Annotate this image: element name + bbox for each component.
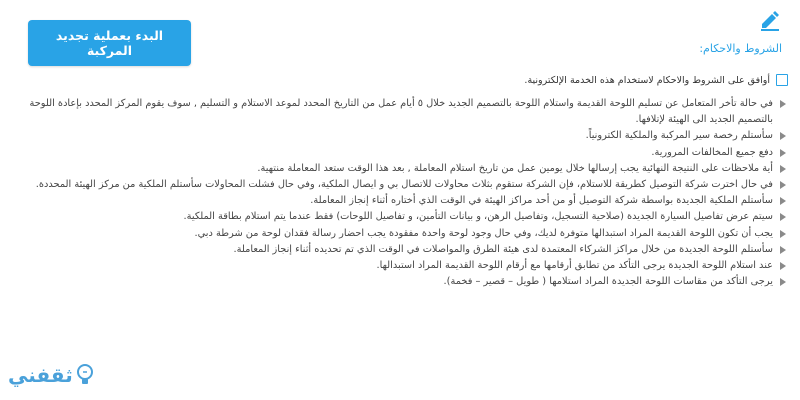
terms-item	[10, 145, 786, 161]
triangle-bullet-icon	[780, 100, 786, 108]
terms-item	[10, 96, 786, 128]
terms-title: الشروط والاحكام:	[699, 42, 782, 55]
terms-item-text: أية ملاحظات على النتيجة النهائية يجب إرسالها خلال يومين عمل من تاريخ استلام المعاملة , بعد هذا الوقت ستعد المعاملة منتهية.	[257, 162, 773, 174]
terms-list	[10, 96, 786, 290]
agree-terms-label: أوافق على الشروط والاحكام لاستخدام هذه الخدمة الإلكترونية.	[524, 74, 770, 86]
triangle-bullet-icon	[780, 213, 786, 221]
triangle-bullet-icon	[780, 181, 786, 189]
terms-item-text: في حال اخترت شركة التوصيل كطريقة للاستلام، فإن الشركة ستقوم بثلاث محاولات للاتصال بي و ايصال الملكية، وفي حال فشلت المحاولات سأستلم الملكية من مركز الهيئة المحددة.	[35, 179, 773, 191]
terms-item	[10, 258, 786, 274]
pencil-edit-icon	[758, 8, 782, 32]
terms-item-text: في حالة تأخر المتعامل عن تسليم اللوحة القديمة واستلام اللوحة بالتصميم الجديد خلال ٥ أيام عمل من التاريخ المحدد لموعد الاستلام و التسليم , سوف يقوم المركز المحدد بإعادة اللوحة بالتصميم الجديد الى الهيئة لإتلافها.	[29, 98, 773, 126]
triangle-bullet-icon	[780, 246, 786, 254]
terms-item-text: يجب أن تكون اللوحة القديمة المراد استبدالها متوفرة لديك، وفي حال وجود لوحة واحدة مفقودة يجب احضار رسالة فقدان لوحة من شرطة دبي.	[194, 227, 773, 239]
triangle-bullet-icon	[780, 262, 786, 270]
agree-terms-checkbox[interactable]	[776, 74, 788, 86]
terms-item	[10, 274, 786, 290]
terms-item-text: سأستلم رخصة سير المركبة والملكية الكترونياً.	[585, 130, 773, 142]
terms-item	[10, 242, 786, 258]
terms-item-text: سأستلم الملكية الجديدة بواسطة شركة التوصيل أو من أحد مراكز الهيئة في الوقت الذي أختاره أثناء إنجاز المعاملة.	[310, 195, 773, 207]
start-renewal-button[interactable]: البدء بعملية تجديد المركبة	[28, 20, 191, 66]
triangle-bullet-icon	[780, 165, 786, 173]
watermark-text: ثقفني	[8, 363, 73, 387]
terms-item-text: دفع جميع المخالفات المرورية.	[651, 146, 773, 158]
terms-item-text: سيتم عرض تفاصيل السيارة الجديدة (صلاحية التسجيل، وتفاصيل الرهن، و بيانات التأمين، و تفاصيل اللوحات) فقط عندما يتم استلام بطاقة الملكية.	[183, 211, 773, 223]
terms-item	[10, 128, 786, 144]
terms-item	[10, 193, 786, 209]
terms-item	[10, 161, 786, 177]
terms-item-text: يرجى التأكد من مقاسات اللوحة الجديدة المراد استلامها ( طويل – قصير – فخمة).	[443, 276, 773, 288]
watermark-logo	[8, 363, 95, 387]
triangle-bullet-icon	[780, 149, 786, 157]
terms-item	[10, 209, 786, 225]
triangle-bullet-icon	[780, 132, 786, 140]
triangle-bullet-icon	[780, 230, 786, 238]
agree-terms-row[interactable]	[200, 74, 788, 86]
terms-item-text: سأستلم اللوحة الجديدة من خلال مراكز الشركاء المعتمدة لدى هيئة الطرق والمواصلات في الوقت الذي تم تحديده أثناء إنجاز المعاملة.	[233, 243, 773, 255]
lightbulb-icon	[75, 363, 95, 387]
terms-item	[10, 177, 786, 193]
triangle-bullet-icon	[780, 278, 786, 286]
terms-item	[10, 226, 786, 242]
terms-item-text: عند استلام اللوحة الجديدة يرجى التأكد من تطابق أرقامها مع أرقام اللوحة القديمة المراد استبدالها.	[376, 260, 773, 272]
triangle-bullet-icon	[780, 197, 786, 205]
